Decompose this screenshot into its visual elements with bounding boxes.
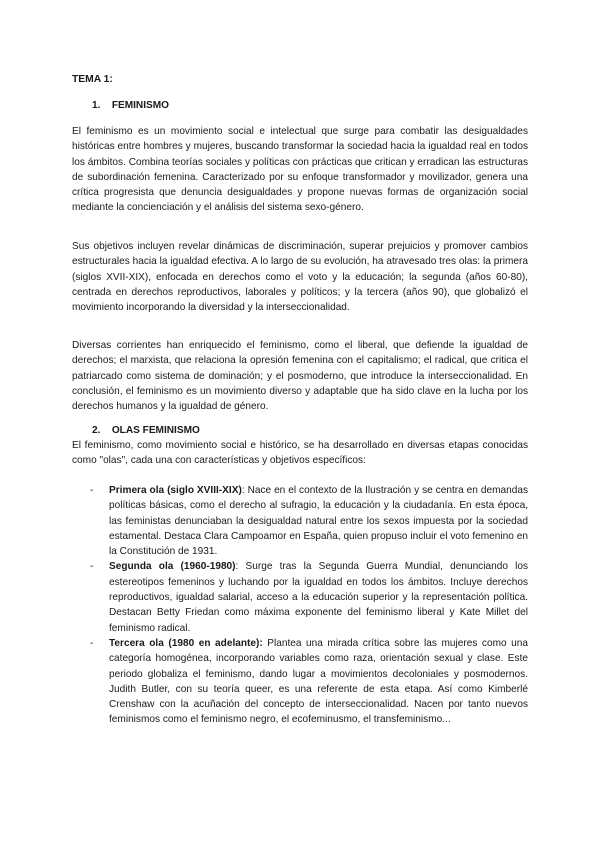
list-item-tercera-ola	[72, 636, 528, 728]
bullet-dash: -	[90, 637, 94, 649]
list-item-segunda-ola	[72, 559, 528, 635]
paragraph-currents: Diversas corrientes han enriquecido el feminismo, como el liberal, que defiende la igualdad de derechos; el marxista, que relaciona la opresión femenina con el capitalismo; el radical, que critica el patriarcado como sistema de dominación; y el posmoderno, que introduce la interseccionalidad. En conclusión, el feminismo es un movimiento diverso y adaptable que ha sido clave en la lucha por los derechos humanos y la igualdad de género.	[72, 340, 528, 413]
paragraph-objectives: Sus objetivos incluyen revelar dinámicas de discriminación, superar prejuicios y promover cambios estructurales hacia la igualdad efectiva. A lo largo de su evolución, ha atravesado tres olas: la primera (siglos XVII-XIX), enfocada en derechos como el voto y la educación; la segunda (años 60-80), centrada en derechos reproductivos, laborales y políticos; y la tercera (años 90), que globalizó el movimiento incorporando la diversidad y la interseccionalidad.	[72, 241, 528, 314]
wave-title: Primera ola (siglo XVIII-XIX)	[109, 485, 242, 496]
wave-text: : Surge tras la Segunda Guerra Mundial, denunciando los estereotipos femeninos y luchando por la igualdad en todos los ámbitos. Incluye derechos reproductivos, igualdad salarial, acceso a la educación superior y la representación política. Destacan Betty Friedan como máxima exponente del feminismo liberal y Kate Millet del feminismo radical.	[109, 561, 529, 634]
list-item-primera-ola	[72, 483, 528, 559]
section-title: OLAS FEMINISMO	[111, 425, 200, 436]
paragraph-definition: El feminismo es un movimiento social e intelectual que surge para combatir las desigualdades históricas entre hombres y mujeres, buscando transformar la sociedad hacia la igualdad real en todos los ámbitos. Combina teorías sociales y políticas con prácticas que critican y erradican las estructuras de subordinación femenina. Caracterizado por su enfoque transformador y movilizador, genera una crítica progresista que denuncia desigualdades y propone nuevas formas de organización social mediante la concienciación y el análisis del sistema sexo-género.	[72, 126, 528, 214]
section-heading-olas	[92, 423, 200, 438]
bullet-dash: -	[90, 561, 94, 573]
wave-text: Plantea una mirada crítica sobre las mujeres como una categoría homogénea, incorporando variables como raza, orientación sexual y clase. Este periodo globaliza el feminismo, dando lugar a movimientos decoloniales y posmodernos. Judith Butler, con su teoría queer, es una referente de esta etapa. Así como Kimberlé Crenshaw con la acuñación del concepto de interseccionalidad. Nacen por tanto nuevos feminismos como el feminismo negro, el ecofeminusmo, el transfeminismo...	[109, 637, 528, 726]
section-number: 1.	[92, 100, 101, 111]
section-number: 2.	[92, 425, 101, 436]
waves-list	[72, 483, 528, 728]
wave-title: Tercera ola (1980 en adelante):	[109, 637, 263, 649]
paragraph-olas-intro: El feminismo, como movimiento social e histórico, se ha desarrollado en diversas etapas conocidas como "olas", cada una con características y objetivos específicos:	[72, 440, 528, 467]
wave-text: : Nace en el contexto de la Ilustración y se centra en demandas políticas básicas, como el derecho al sufragio, la educación y la ciudadanía. En esta época, las feministas denunciaban la desigualdad natural entre los sexos impuesta por la sociedad estamental. Destaca Clara Campoamor en España, quien propuso incluir el voto femenino en la Constitución de 1931.	[109, 485, 528, 558]
wave-title: Segunda ola (1960-1980)	[109, 561, 236, 573]
section-title: FEMINISMO	[111, 100, 170, 111]
section-heading-feminismo	[92, 98, 169, 113]
topic-heading: TEMA 1:	[72, 74, 113, 85]
bullet-dash: -	[90, 485, 94, 496]
